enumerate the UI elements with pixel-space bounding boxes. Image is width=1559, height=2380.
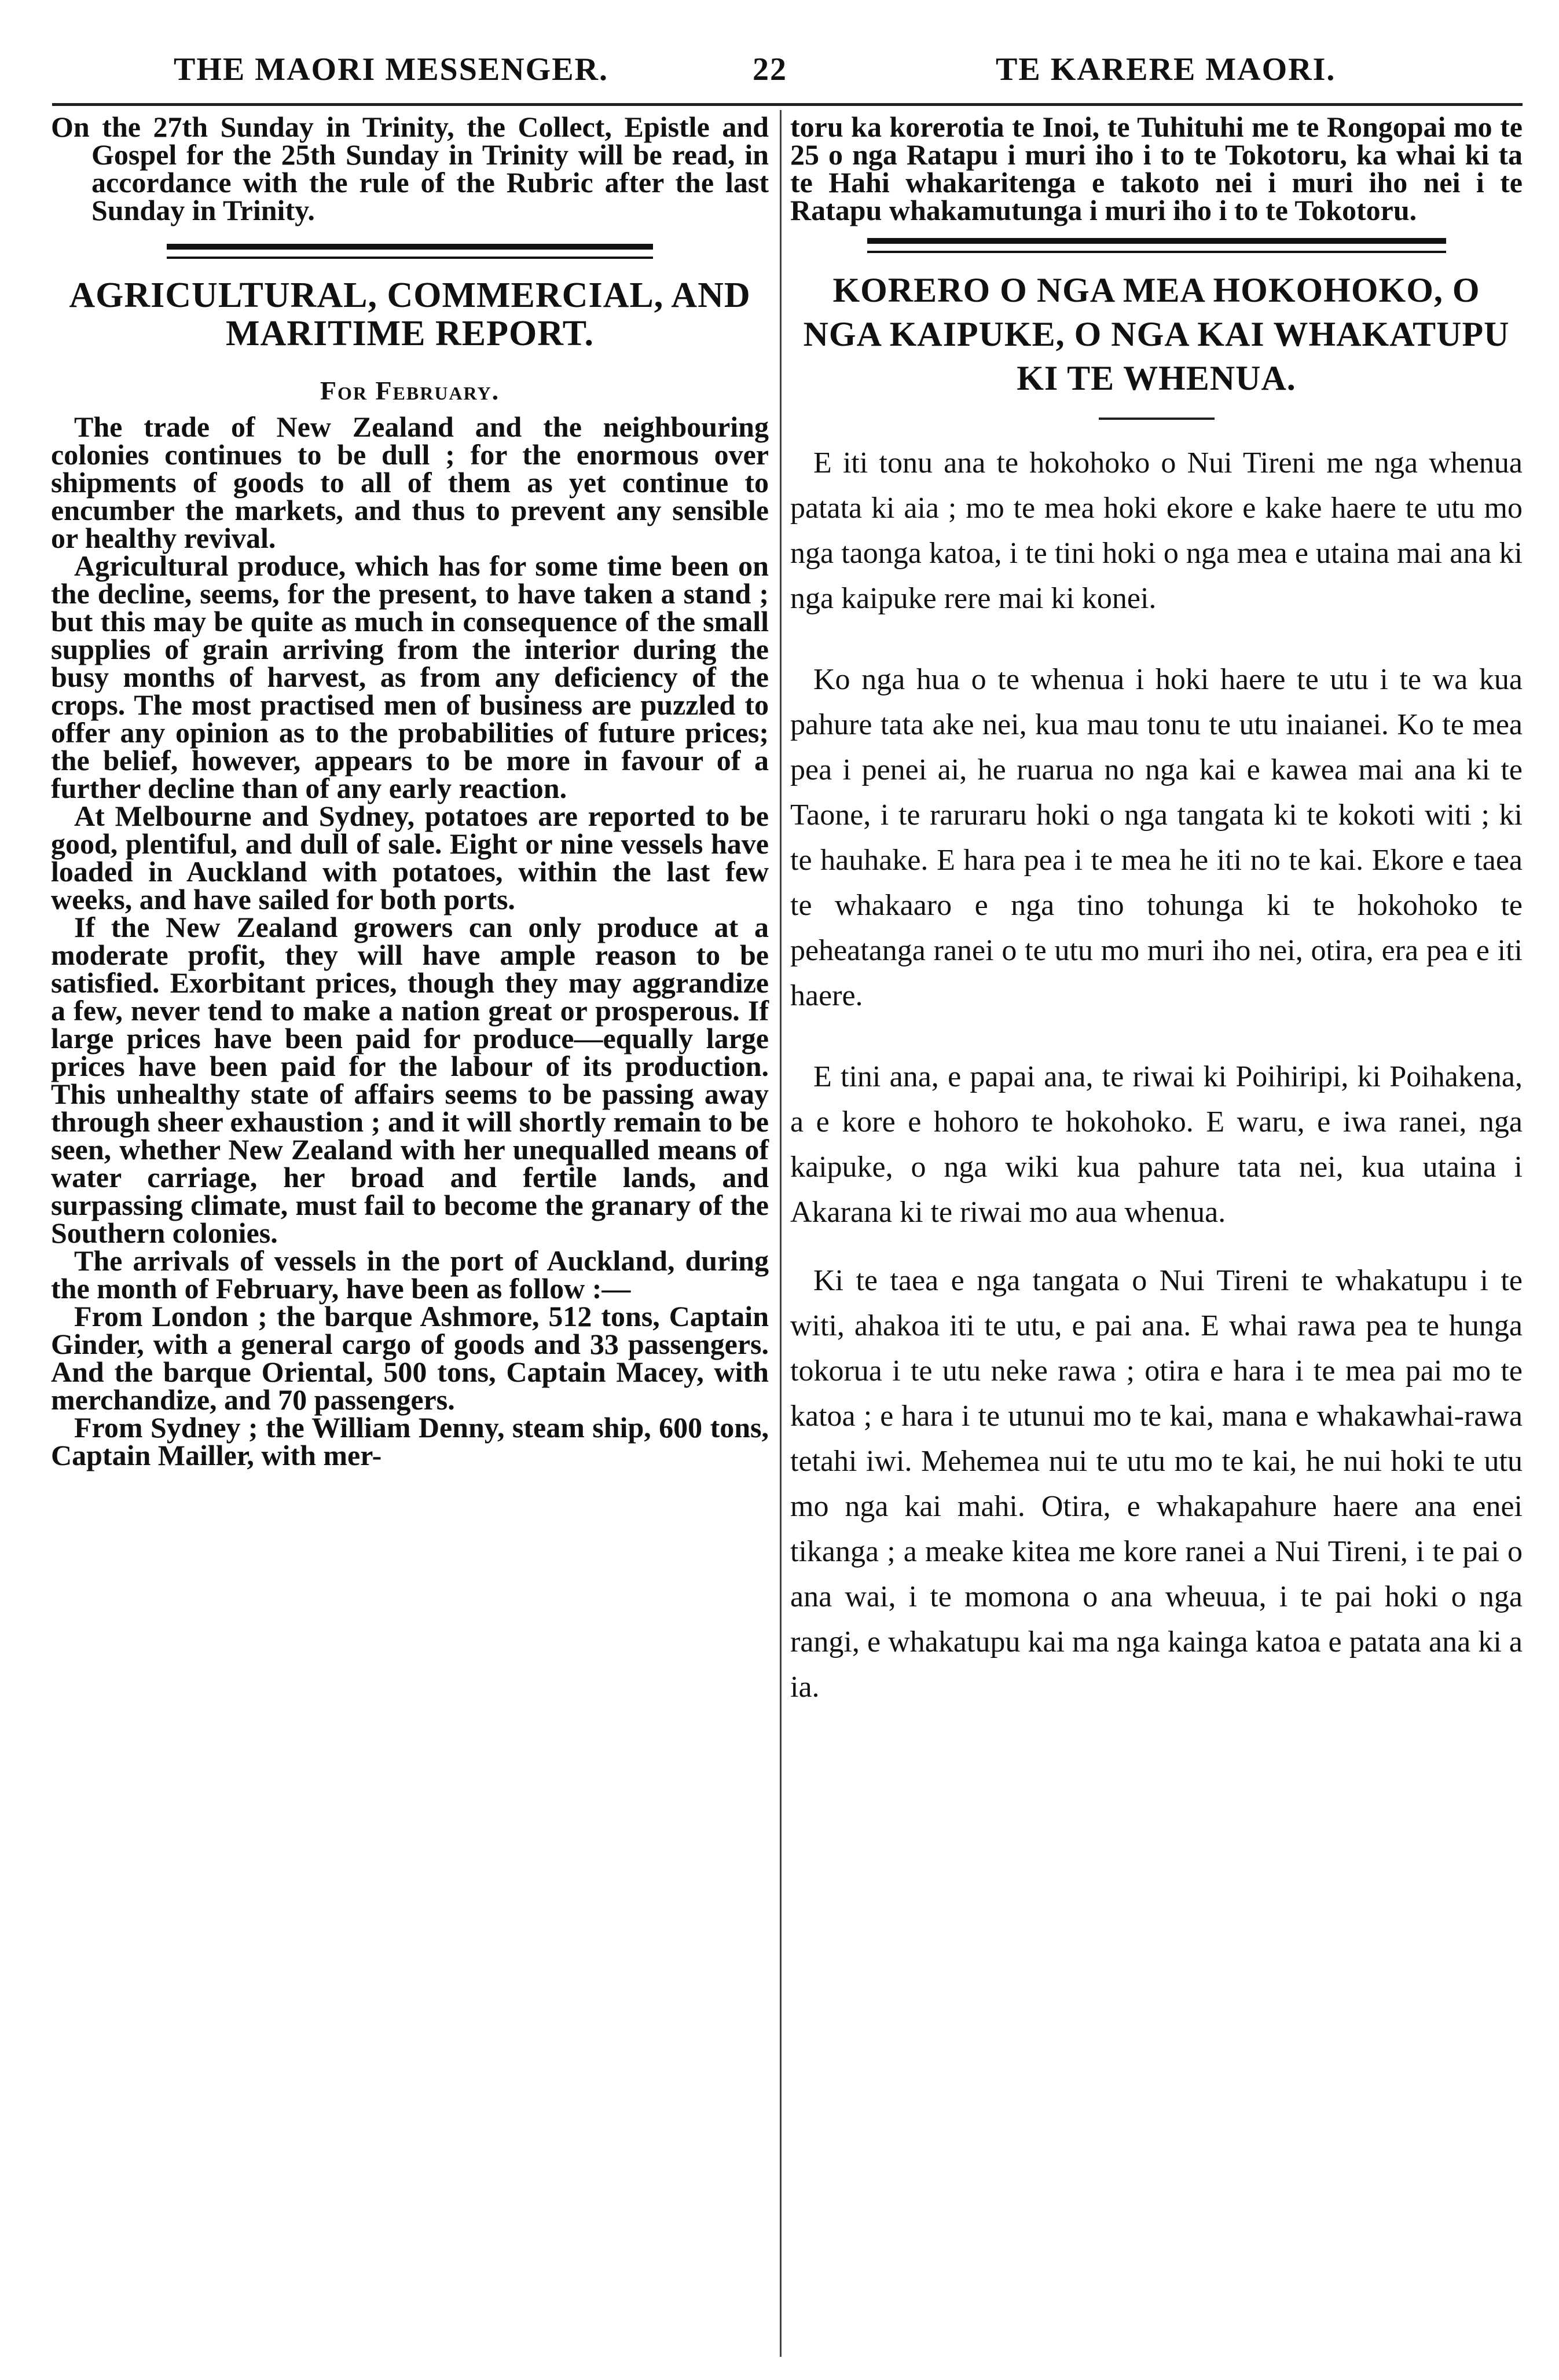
column-divider bbox=[780, 110, 782, 2357]
report-paragraph-5: The arrivals of vessels in the port of Auckland, during the month of February, have been as follow :— bbox=[51, 1244, 769, 1305]
report-paragraph-7: From Sydney ; the William Denny, steam ship, 600 tons, Captain Mailler, with mer- bbox=[51, 1411, 769, 1471]
report-paragraph-4: If the New Zealand growers can only produce at a moderate profit, they will have ample reason to be satisfied. Exorbitant prices, though they may aggrandize a few, never tend to make a nation great or prosperous. If large prices have been paid for produce—equally large prices have been paid for the labour of its production. This unhealthy state of affairs seems to be passing away through sheer exhaustion ; and it will shortly remain to be seen, whether New Zealand with her unequalled means of water carriage, her broad and fertile lands, and surpassing climate, must fail to become the granary of the Southern colonies. bbox=[51, 911, 769, 1249]
maori-column bbox=[790, 113, 1523, 1710]
paragraph-spacer bbox=[790, 1235, 1523, 1258]
report-paragraph-3: At Melbourne and Sydney, potatoes are reported to be good, plentiful, and dull of sale. Eight or nine vessels have loaded in Auckland with potatoes, within the last few weeks, and have sailed for both ports. bbox=[51, 800, 769, 916]
running-head-maori-title: TE KARERE MAORI. bbox=[996, 52, 1336, 87]
paragraph-spacer bbox=[790, 1019, 1523, 1054]
report-paragraph-2: Agricultural produce, which has for some time been on the decline, seems, for the present, to have taken a stand ; but this may be quite as much in consequence of the small supplies of grain arriving from the interior during the busy months of harvest, as from any deficiency of the crops. The most practised men of business are puzzled to offer any opinion as to the probabilities of future prices; the belief, however, appears to be more in favour of a further decline than of any early reaction. bbox=[51, 550, 769, 804]
paragraph-spacer bbox=[790, 621, 1523, 657]
maori-paragraph-2: Ko nga hua o te whenua i hoki haere te utu i te wa kua pahure tata ake nei, kua mau tonu te utu inaianei. Ko te mea pea i penei ai, he ruarua no nga kai e kawea mai ana ki te Taone, i te raruraru hoki o nga tangata ki te kokoti witi ; ki te hauhake. E hara pea i te mea he iti no te kai. Ekore e taea te whakaaro e nga tino tohunga ki te hokohoko te peheatanga ranei o te utu mo muri iho nei, otira, era pea e iti haere. bbox=[790, 663, 1523, 1012]
report-subtitle-english: For February. bbox=[320, 376, 500, 405]
short-divider-rule bbox=[1099, 418, 1215, 420]
running-head-english-title: THE MAORI MESSENGER. bbox=[174, 52, 608, 87]
section-divider-rule bbox=[167, 244, 653, 259]
maori-paragraph-4: Ki te taea e nga tangata o Nui Tireni te whakatupu i te witi, ahakoa iti te utu, e pai ana. E whai rawa pea te hunga tokorua i te utu neke rawa ; otira e hara i te mea pai mo te katoa ; e hara i te utunui mo te kai, mana e whakawhai-rawa tetahi iwi. Mehemea nui te utu mo te kai, he nui hoki te utu mo nga kai mahi. Otira, e whakapahure haere ana enei tikanga ; a meake kitea me kore ranei a Nui Tireni, i te pai o ana wai, i te momona o ana wheuua, i te pai hoki o nga rangi, e whakatupu kai ma nga kainga katoa e patata ana ki a ia. bbox=[790, 1264, 1523, 1704]
maori-paragraph-1: E iti tonu ana te hokohoko o Nui Tireni me nga whenua patata ki aia ; mo te mea hoki ekore e kake haere te utu mo nga taonga katoa, i te tini hoki o nga mea e utaina mai ana ki nga kaipuke rere mai ki konei. bbox=[790, 446, 1523, 615]
report-title-maori: KORERO O NGA MEA HOKOHOKO, O NGA KAIPUKE, O NGA KAI WHAKATUPU KI TE WHENUA. bbox=[803, 271, 1510, 397]
report-title-english: AGRICULTURAL, COMMERCIAL, AND MARITIME REPORT. bbox=[69, 276, 751, 353]
header-rule bbox=[52, 103, 1523, 106]
maori-paragraph-3: E tini ana, e papai ana, te riwai ki Poihiripi, ki Poihakena, a e kore e hohoro te hokohoko. E waru, e iwa ranei, nga kaipuke, o nga wiki kua pahure tata nei, kua utaina i Akarana ki te riwai mo aua whenua. bbox=[790, 1060, 1523, 1229]
trinity-notice-english: On the 27th Sunday in Trinity, the Collect, Epistle and Gospel for the 25th Sunday in Trinity will be read, in accordance with the rule of the Rubric after the last Sunday in Trinity. bbox=[51, 111, 769, 226]
page-number: 22 bbox=[753, 52, 787, 87]
report-paragraph-1: The trade of New Zealand and the neighbouring colonies continues to be dull ; for the enormous over shipments of goods to all of them as yet continue to encumber the markets, and thus to prevent any sensible or healthy revival. bbox=[51, 411, 769, 554]
english-column bbox=[51, 113, 769, 1469]
section-divider-rule-maori bbox=[867, 238, 1446, 253]
trinity-notice-maori: toru ka korerotia te Inoi, te Tuhituhi me te Rongopai mo te 25 o nga Ratapu i muri iho i to te Tokotoru, ka whai ki ta te Hahi whakaritenga e takoto nei i muri iho nei i te Ratapu whakamutunga i muri iho i to te Tokotoru. bbox=[790, 111, 1523, 226]
report-paragraph-6: From London ; the barque Ashmore, 512 tons, Captain Ginder, with a general cargo of goods and 33 passengers. And the barque Oriental, 500 tons, Captain Macey, with merchandize, and 70 passengers. bbox=[51, 1300, 769, 1416]
